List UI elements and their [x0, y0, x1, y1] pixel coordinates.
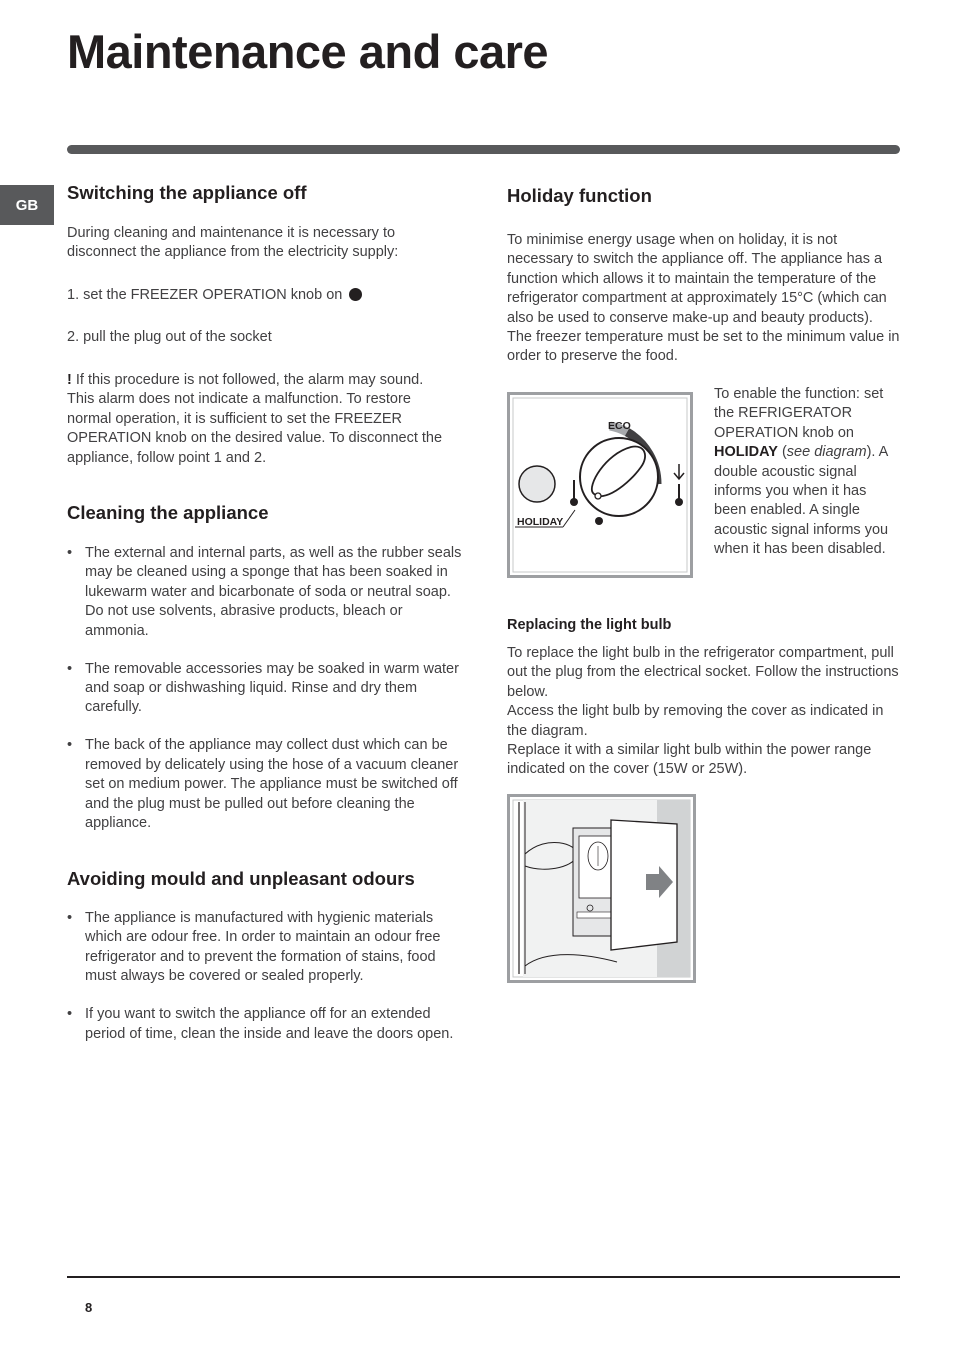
- switching-off-step-2: 2. pull the plug out of the socket: [67, 329, 272, 345]
- enable-paren-close: ).: [866, 444, 876, 461]
- page-title: Maintenance and care: [67, 25, 549, 78]
- holiday-intro: To minimise energy usage when on holiday, it is not necessary to switch the appliance off. The appliance has a function which allows it to maintain the temperature of the refrigerator compartment at approximately 15°C (which can also be used to conserve make-up and beauty products). The freezer temperature must be set to the minimum value in order to preserve the food.: [507, 232, 900, 365]
- light-bulb-line: To replace the light bulb in the refrigerator compartment, pull out the plug from the electrical socket. Follow the instructions below.: [507, 645, 899, 700]
- holiday-heading: Holiday function: [507, 185, 652, 206]
- list-item: • The appliance is manufactured with hygienic materials which are odour free. In order to maintain an odour free refrigerator and to prevent the formation of stains, food must always be covered or sealed properly.: [67, 909, 462, 987]
- knob-diagram-svg: [507, 392, 693, 578]
- page-number: 8: [85, 1300, 93, 1315]
- language-tab: GB: [0, 185, 54, 225]
- light-bulb-line: Replace it with a similar light bulb within the power range indicated on the cover (15W or 25W).: [507, 742, 872, 778]
- mould-list: [67, 909, 462, 1044]
- light-bulb-diagram: [507, 794, 696, 983]
- switching-off-intro: During cleaning and maintenance it is necessary to disconnect the appliance from the electricity supply:: [67, 225, 399, 261]
- holiday-knob-diagram: [507, 392, 693, 578]
- enable-text-2: A double acoustic signal informs you when it has been enabled. A single acoustic signal informs you when it has been disabled.: [714, 444, 889, 558]
- light-bulb-text: [507, 644, 900, 780]
- list-item: • The removable accessories may be soaked in warm water and soap or dishwashing liquid. Rinse and dry them carefully.: [67, 660, 462, 718]
- list-item: • The back of the appliance may collect dust which can be removed by delicately using the hose of a vacuum cleaner set on medium power. The appliance must be switched off and the plug must be pulled out before cleaning the appliance.: [67, 736, 462, 833]
- eco-label: ECO: [608, 420, 631, 432]
- switching-off-heading: Switching the appliance off: [67, 182, 307, 203]
- filled-dot-icon: [349, 288, 362, 301]
- holiday-enable-text: [714, 385, 900, 560]
- cleaning-heading: Cleaning the appliance: [67, 502, 269, 523]
- cleaning-list: [67, 544, 462, 833]
- switching-off-step-1: [67, 286, 447, 305]
- light-bulb-svg: [507, 794, 696, 983]
- enable-italic: see diagram: [786, 444, 867, 461]
- warning-text: If this procedure is not followed, the alarm may sound. This alarm does not indicate a malfunction. To restore normal operation, it is sufficient to set the FREEZER OPERATION knob on the desired value. To disconnect the appliance, follow point 1 and 2.: [67, 372, 443, 466]
- holiday-label: HOLIDAY: [517, 516, 564, 528]
- enable-text-1: To enable the function: set the REFRIGERATOR OPERATION knob on: [714, 386, 884, 441]
- list-item: • If you want to switch the appliance off for an extended period of time, clean the inside and leave the doors open.: [67, 1005, 462, 1044]
- list-item: • The external and internal parts, as well as the rubber seals may be cleaned using a sponge that has been soaked in lukewarm water and bicarbonate of soda or neutral soap. Do not use solvents, abrasive products, bleach or ammonia.: [67, 544, 462, 641]
- mould-heading: Avoiding mould and unpleasant odours: [67, 868, 415, 889]
- switching-off-warning: [67, 371, 452, 468]
- enable-bold: HOLIDAY: [714, 444, 778, 461]
- footer-divider: [67, 1276, 900, 1278]
- light-bulb-heading: Replacing the light bulb: [507, 617, 672, 633]
- light-bulb-line: Access the light bulb by removing the cover as indicated in the diagram.: [507, 703, 884, 739]
- enable-paren-open: (: [777, 444, 787, 461]
- warning-mark: !: [67, 372, 72, 388]
- header-divider: [67, 145, 900, 154]
- step-1-text: 1. set the FREEZER OPERATION knob on: [67, 287, 343, 303]
